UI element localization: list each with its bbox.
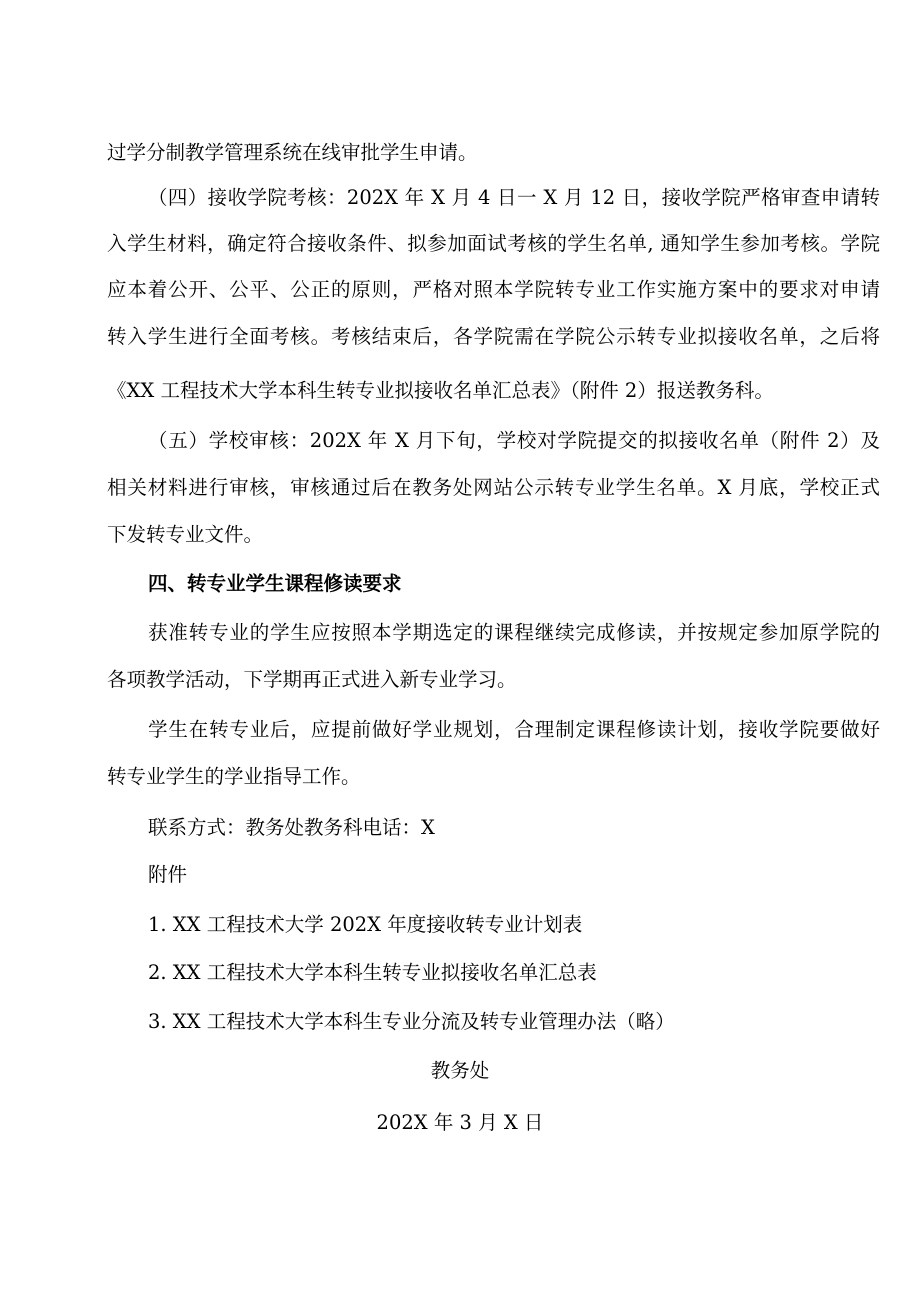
paragraph-line: 学生在转专业后，应提前做好学业规划，合理制定课程修读计划，接收学院要做好: [148, 718, 880, 741]
paragraph-line: 转入学生进行全面考核。考核结束后，各学院需在学院公示转专业拟接收名单，之后将: [107, 325, 880, 348]
paragraph-line: 《XX 工程技术大学本科生转专业拟接收名单汇总表》（附件 2）报送教务科。: [107, 379, 774, 402]
paragraph-line: （五）学校审核：202X 年 X 月下旬，学校对学院提交的拟接收名单（附件 2）及: [148, 429, 880, 452]
paragraph-line: 各项教学活动，下学期再正式进入新专业学习。: [107, 668, 517, 691]
issuer-name: 教务处: [430, 1059, 490, 1082]
paragraph-line: 过学分制教学管理系统在线审批学生申请。: [107, 141, 478, 164]
attachment-item: 2. XX 工程技术大学本科生转专业拟接收名单汇总表: [148, 961, 597, 984]
attachment-item: 3. XX 工程技术大学本科生专业分流及转专业管理办法（略）: [148, 1010, 675, 1033]
attachment-item: 1. XX 工程技术大学 202X 年度接收转专业计划表: [148, 913, 583, 936]
contact-line: 联系方式：教务处教务科电话：X: [148, 816, 435, 839]
paragraph-line: 下发转专业文件。: [107, 523, 264, 546]
attachments-label: 附件: [148, 863, 188, 886]
paragraph-line: 入学生材料，确定符合接收条件、拟参加面试考核的学生名单, 通知学生参加考核。学院: [107, 232, 880, 255]
paragraph-line: 转专业学生的学业指导工作。: [107, 765, 361, 788]
paragraph-line: 应本着公开、公平、公正的原则，严格对照本学院转专业工作实施方案中的要求对申请: [107, 278, 880, 301]
paragraph-line: （四）接收学院考核：202X 年 X 月 4 日一 X 月 12 日，接收学院严格审查申请转: [148, 186, 880, 209]
paragraph-line: 相关材料进行审核，审核通过后在教务处网站公示转专业学生名单。X 月底，学校正式: [107, 476, 880, 499]
section-heading: 四、转专业学生课程修读要求: [148, 572, 402, 595]
paragraph-line: 获准转专业的学生应按照本学期选定的课程继续完成修读，并按规定参加原学院的: [148, 621, 880, 644]
issue-date: 202X 年 3 月 X 日: [376, 1111, 544, 1134]
